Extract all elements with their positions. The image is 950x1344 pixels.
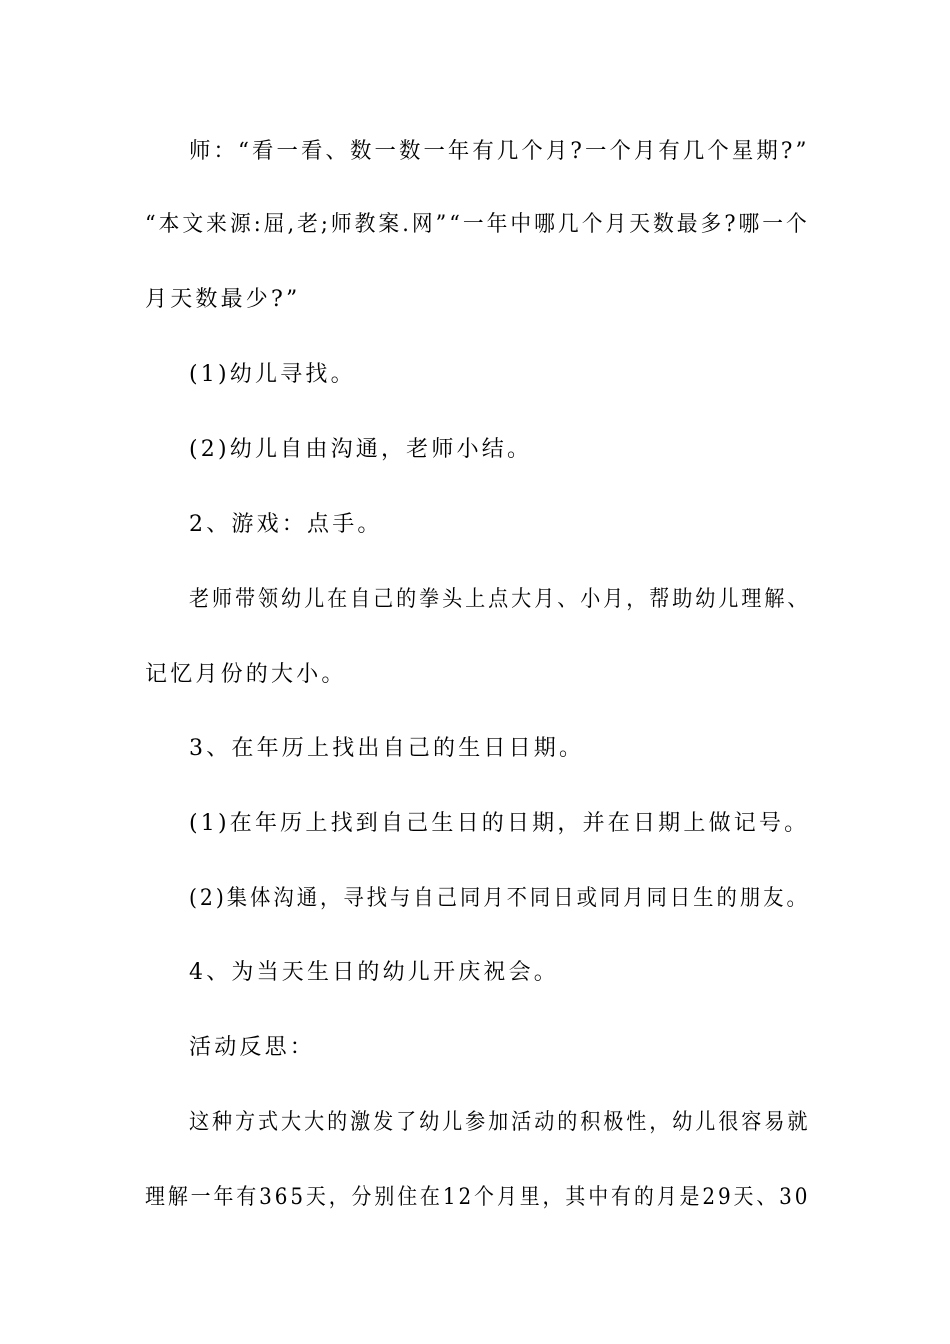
paragraph-line: 4、为当天生日的幼儿开庆祝会。 [189,960,559,985]
paragraph-line: 3、在年历上找出自己的生日日期。 [189,736,585,761]
paragraph-line: 师：“看一看、数一数一年有几个月?一个月有几个星期?” [189,139,810,164]
paragraph-line: (2)幼儿自由沟通，老师小结。 [189,437,533,462]
paragraph-line: 这种方式大大的激发了幼儿参加活动的积极性，幼儿很容易就 [189,1110,811,1135]
paragraph-line: 理解一年有365天，分别住在12个月里，其中有的月是29天、30 [145,1185,811,1210]
paragraph-line: 记忆月份的大小。 [145,662,347,687]
paragraph-line: 老师带领幼儿在自己的拳头上点大月、小月，帮助幼儿理解、 [189,587,811,612]
paragraph-line: (1)在年历上找到自己生日的日期，并在日期上做记号。 [189,811,810,836]
paragraph-line: 活动反思： [189,1035,316,1060]
paragraph-line: (2)集体沟通，寻找与自己同月不同日或同月同日生的朋友。 [189,886,810,911]
paragraph-line: 月天数最少?” [145,287,301,312]
paragraph-line: “本文来源:屈,老;师教案.网”“一年中哪几个月天数最多?哪一个 [145,212,810,237]
paragraph-line: (1)幼儿寻找。 [189,362,356,387]
paragraph-line: 2、游戏：点手。 [189,512,383,537]
